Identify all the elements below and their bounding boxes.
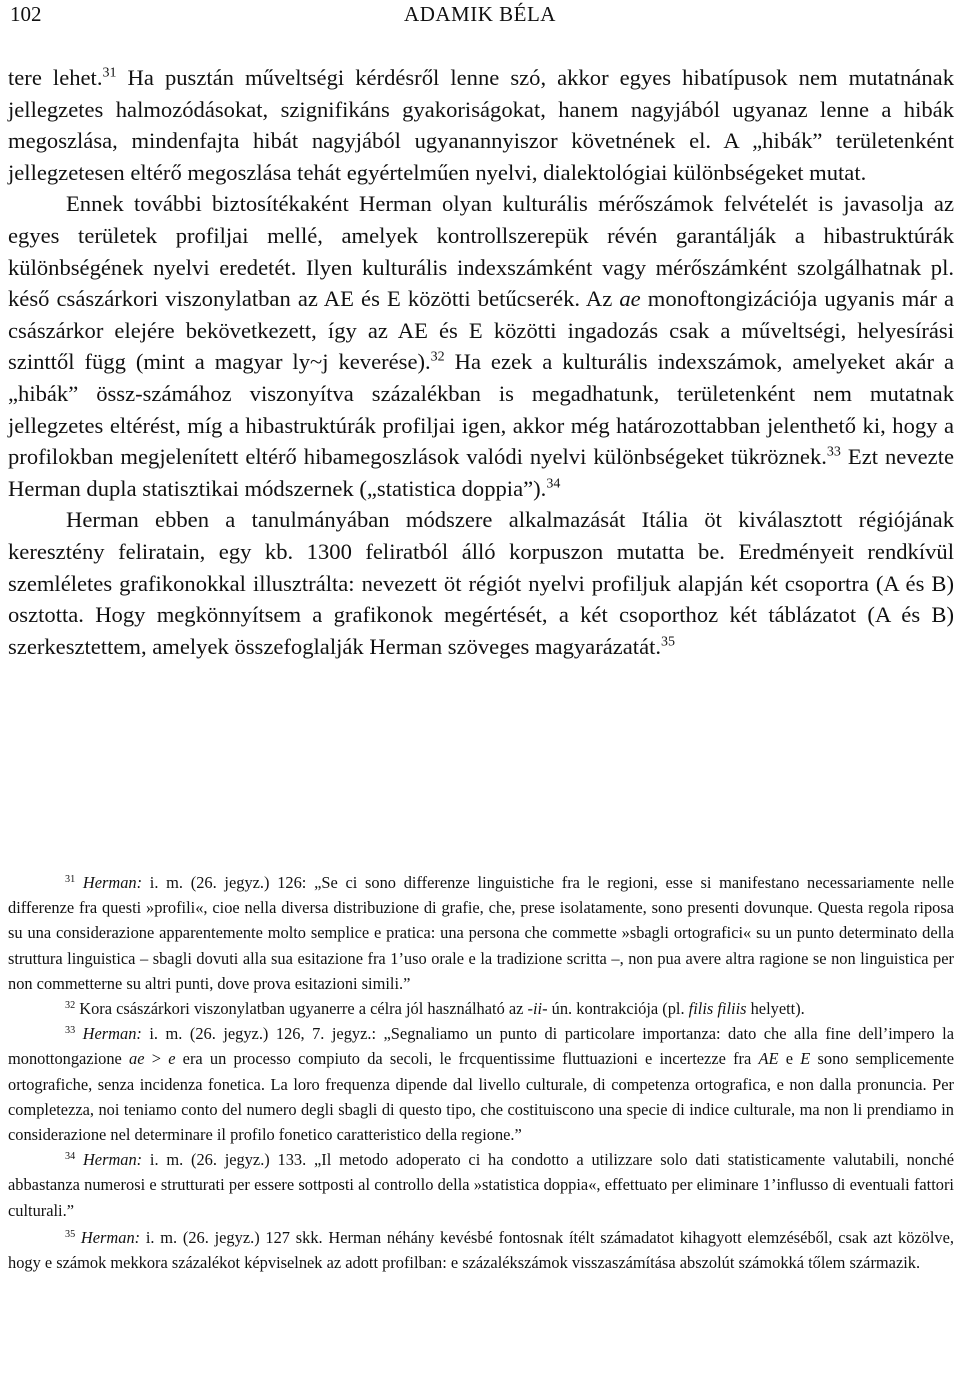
italic-term: ae	[129, 1049, 145, 1069]
footnote-33	[8, 1021, 954, 1147]
paragraph-3	[8, 504, 954, 662]
footnote-text: Kora császárkori viszonylatban ugyanerre a célra jól használható az	[79, 999, 528, 1019]
footnote-text: era un processo compiuto da secoli, le frcquentissime fluttuazioni e incertezze fra	[175, 1049, 759, 1069]
footnote-text: >	[144, 1049, 169, 1069]
italic-term: -ii-	[527, 999, 548, 1019]
text-run: Ha pusztán műveltségi kérdésről lenne szó, akkor egyes hibatípusok nem mutatnának jellegzetes halmozódásokat, szignifikáns gyakoriságokat, hanem nagyjából ugyanaz lenne a hibák megoszlása, mindenfajta hibát nagyjából ugyanannyiszor követnének el. A „hibák” területenként jellegzetesen eltérő megoszlása tehát egyértelműen nyelvi, dialektológiai különbségeket mutat.	[8, 65, 954, 185]
footnotes	[8, 870, 954, 1275]
text-run: Herman ebben a tanulmányában módszere alkalmazását Itália öt kiválasztott régiójának keresztény feliratain, egy kb. 1300 feliratból álló korpuszon mutatta be. Eredményeit rendkívül szemléletes grafikonokkal illusztrálta: nevezett öt régiót nyelvi profiljuk alapján két csoportra (A és B) osztotta. Hogy megkönnyítsem a grafikonok megértését, a két csoporthoz két táblázatot (A és B) szerkesztettem, amelyek összefoglalják Herman szöveges magyarázatát.	[8, 507, 954, 659]
italic-term: E	[800, 1049, 811, 1069]
footnote-text: helyett).	[746, 999, 805, 1019]
footnote-35	[8, 1225, 954, 1275]
page-header	[10, 0, 950, 30]
footnote-ref-35: 35	[661, 634, 676, 650]
footnote-number: 32	[65, 999, 76, 1011]
italic-term: filis filiis	[688, 999, 747, 1019]
footnote-text: e	[778, 1049, 801, 1069]
page-number: 102	[10, 2, 42, 26]
text-run: Ha ezek a kulturális indexszámok, amelyeket akár a „hibák” össz-számához viszonyítva százalékban is megadhatunk, területenként nem mutatnak jellegzetes eltérést, míg a hibastruktúrák profiljai igen, akkor még határozottabban jelenthető ki, hogy a profilokban megjelenített eltérő hibamegoszlások valódi nyelvi különbségeket tükröznek.	[8, 349, 955, 470]
footnote-text: sono semplicemente ortografiche, senza incidenza fonetica. La loro frequenza dipende dal livello culturale, di competenza ortografica, e non dalla pronuncia. Per completezza, noi teniamo conto del numero degli sbagli di questo tipo, che costituiscono una specie di indice culturale, ma non li prendiamo in considerazione nel determinare il profilo fonetico caratteristico della regione.”	[8, 1049, 954, 1145]
footnote-author: Herman:	[80, 1227, 141, 1247]
footnote-ref-33: 33	[826, 444, 841, 460]
footnote-31	[8, 870, 954, 996]
paragraph-1	[8, 62, 954, 188]
footnote-text: i. m. (26. jegyz.) 126: „Se ci sono differenze linguistiche fra le regioni, esse si manifestano necessariamente nelle differenze fra questi »profili«, cioe nella diversa distribuzione di grafie, che, prese isolatamente, sono presenti dovunque. Questa regola riposa su una considerazione apparentemente molto semplice e pratica: una persona che commette »sbagli ortografici« su un punto determinato della struttura linguistica – sbagli dovuti alla sua esitazione fra 1’uso orale e la tradizione scritta –, non pua avere altra ragione se non linguistica per non commetterne su altri punti, dove prova esitazioni simili.”	[8, 873, 954, 993]
footnote-ref-31: 31	[102, 65, 117, 81]
footnote-ref-34: 34	[546, 476, 561, 492]
italic-term: e	[168, 1049, 176, 1069]
footnote-32	[8, 996, 954, 1021]
text-run: tere lehet.	[8, 65, 103, 90]
footnote-text: i. m. (26. jegyz.) 133. „Il metodo adoperato ci ha condotto a utilizzare solo dati statisticamente valutabili, nonché abbastanza numerosi e strutturati per essere sottposti al controllo della »statistica doppia«, effettuato per eliminare 1’influsso di eventuali fattori culturali.”	[8, 1150, 954, 1220]
footnote-text: i. m. (26. jegyz.) 127 skk. Herman néhány kevésbé fontosnak ítélt számadatot kihagyott elemzéséből, csak azt közölve, hogy e számok mekkora százalékot képviselnek az adott profilban: e százalékszámok visszaszámítása abszolút számokká tőlem származik.	[8, 1227, 954, 1273]
footnote-author: Herman:	[82, 873, 143, 892]
running-head: ADAMIK BÉLA	[404, 2, 556, 26]
text-run: Ezt nevezte Herman dupla statisztikai módszernek („statistica doppia”).	[8, 444, 954, 501]
italic-term: ae	[619, 286, 641, 312]
footnote-ref-32: 32	[430, 349, 445, 365]
footnote-author: Herman:	[82, 1024, 142, 1044]
text-run: monoftongizációja ugyanis már a császárkor elejére bekövetkezett, így az AE és E közötti ingadozás csak a műveltségi, helyesírási szinttől függ (mint a magyar ly~j keverése).	[8, 286, 954, 375]
footnote-number: 34	[65, 1151, 76, 1163]
footnote-author: Herman:	[82, 1150, 143, 1170]
footnote-number: 35	[65, 1228, 76, 1240]
body-text	[8, 62, 954, 662]
footnote-text: ún. kontrakciója (pl.	[547, 999, 689, 1019]
text-run: Ennek további biztosítékaként Herman olyan kulturális mérőszámok felvételét is javasolja az egyes területek profiljai mellé, amelyek kontrollszerepük révén garantálják a hibastruktúrák különbségének nyelvi eredetét. Ilyen kulturális indexszámként vagy mérőszámként szolgálhatnak pl. késő császárkori viszonylatban az AE és E közötti betűcserék. Az	[8, 191, 954, 312]
footnote-number: 31	[65, 873, 76, 885]
paragraph-2	[8, 188, 954, 504]
footnote-number: 33	[65, 1025, 76, 1037]
footnote-text: i. m. (26. jegyz.) 126, 7. jegyz.: „Segnaliamo un punto di particolare importanza: dato che alla fine dell’impero la monottongazione	[8, 1024, 954, 1069]
footnote-34	[8, 1147, 954, 1223]
italic-term: AE	[758, 1049, 779, 1069]
